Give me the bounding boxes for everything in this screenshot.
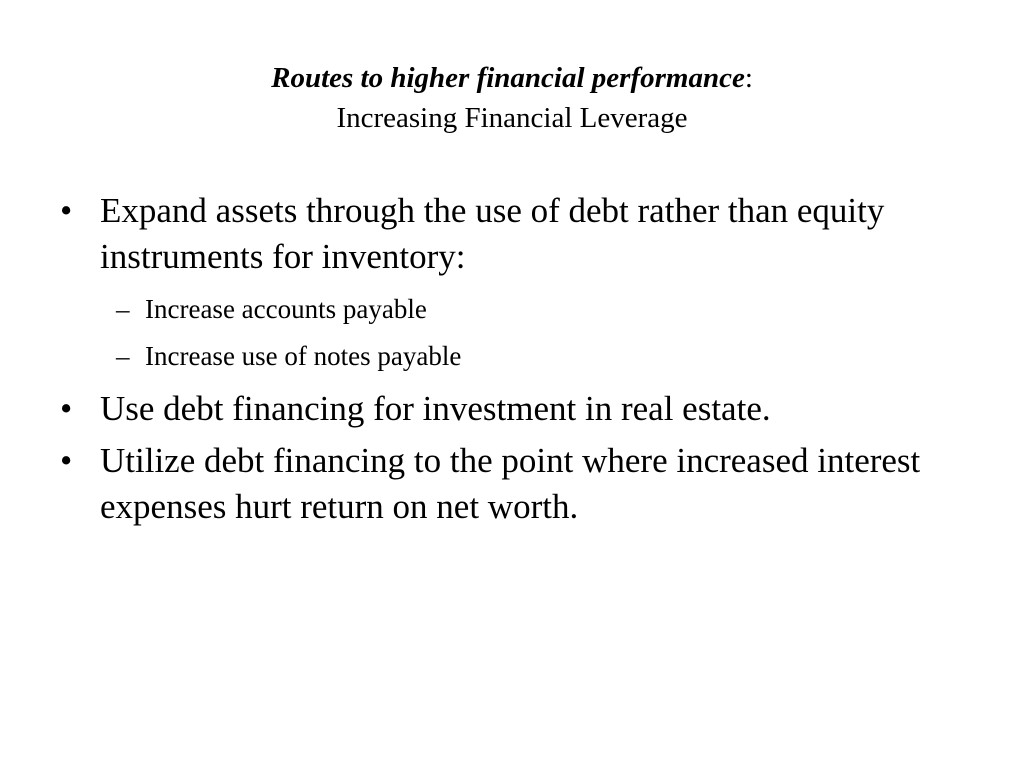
bullet-item xyxy=(60,438,960,530)
sub-bullet-list xyxy=(60,292,960,374)
dash-marker: – xyxy=(116,294,130,324)
sub-bullet-item xyxy=(60,339,960,374)
dash-marker: – xyxy=(116,341,130,371)
bullet-text: Expand assets through the use of debt rather than equity instruments for inventory: xyxy=(100,191,885,276)
sub-bullet-text: Increase use of notes payable xyxy=(145,341,462,371)
sub-bullet-text: Increase accounts payable xyxy=(145,294,427,324)
bullet-marker: • xyxy=(60,389,73,428)
slide-title xyxy=(0,58,1024,138)
bullet-item xyxy=(60,188,960,280)
bullet-text: Utilize debt financing to the point where increased interest expenses hurt return on net worth. xyxy=(100,441,921,526)
title-emphasis: Routes to higher financial performance xyxy=(271,62,745,94)
bullet-item xyxy=(60,386,960,432)
sub-bullet-item xyxy=(60,292,960,327)
bullet-marker: • xyxy=(60,441,73,480)
bullet-text: Use debt financing for investment in real estate. xyxy=(100,389,771,428)
title-colon: : xyxy=(744,62,753,94)
bullet-marker: • xyxy=(60,191,73,230)
bullet-list xyxy=(60,188,960,536)
slide-subtitle: Increasing Financial Leverage xyxy=(336,102,688,134)
